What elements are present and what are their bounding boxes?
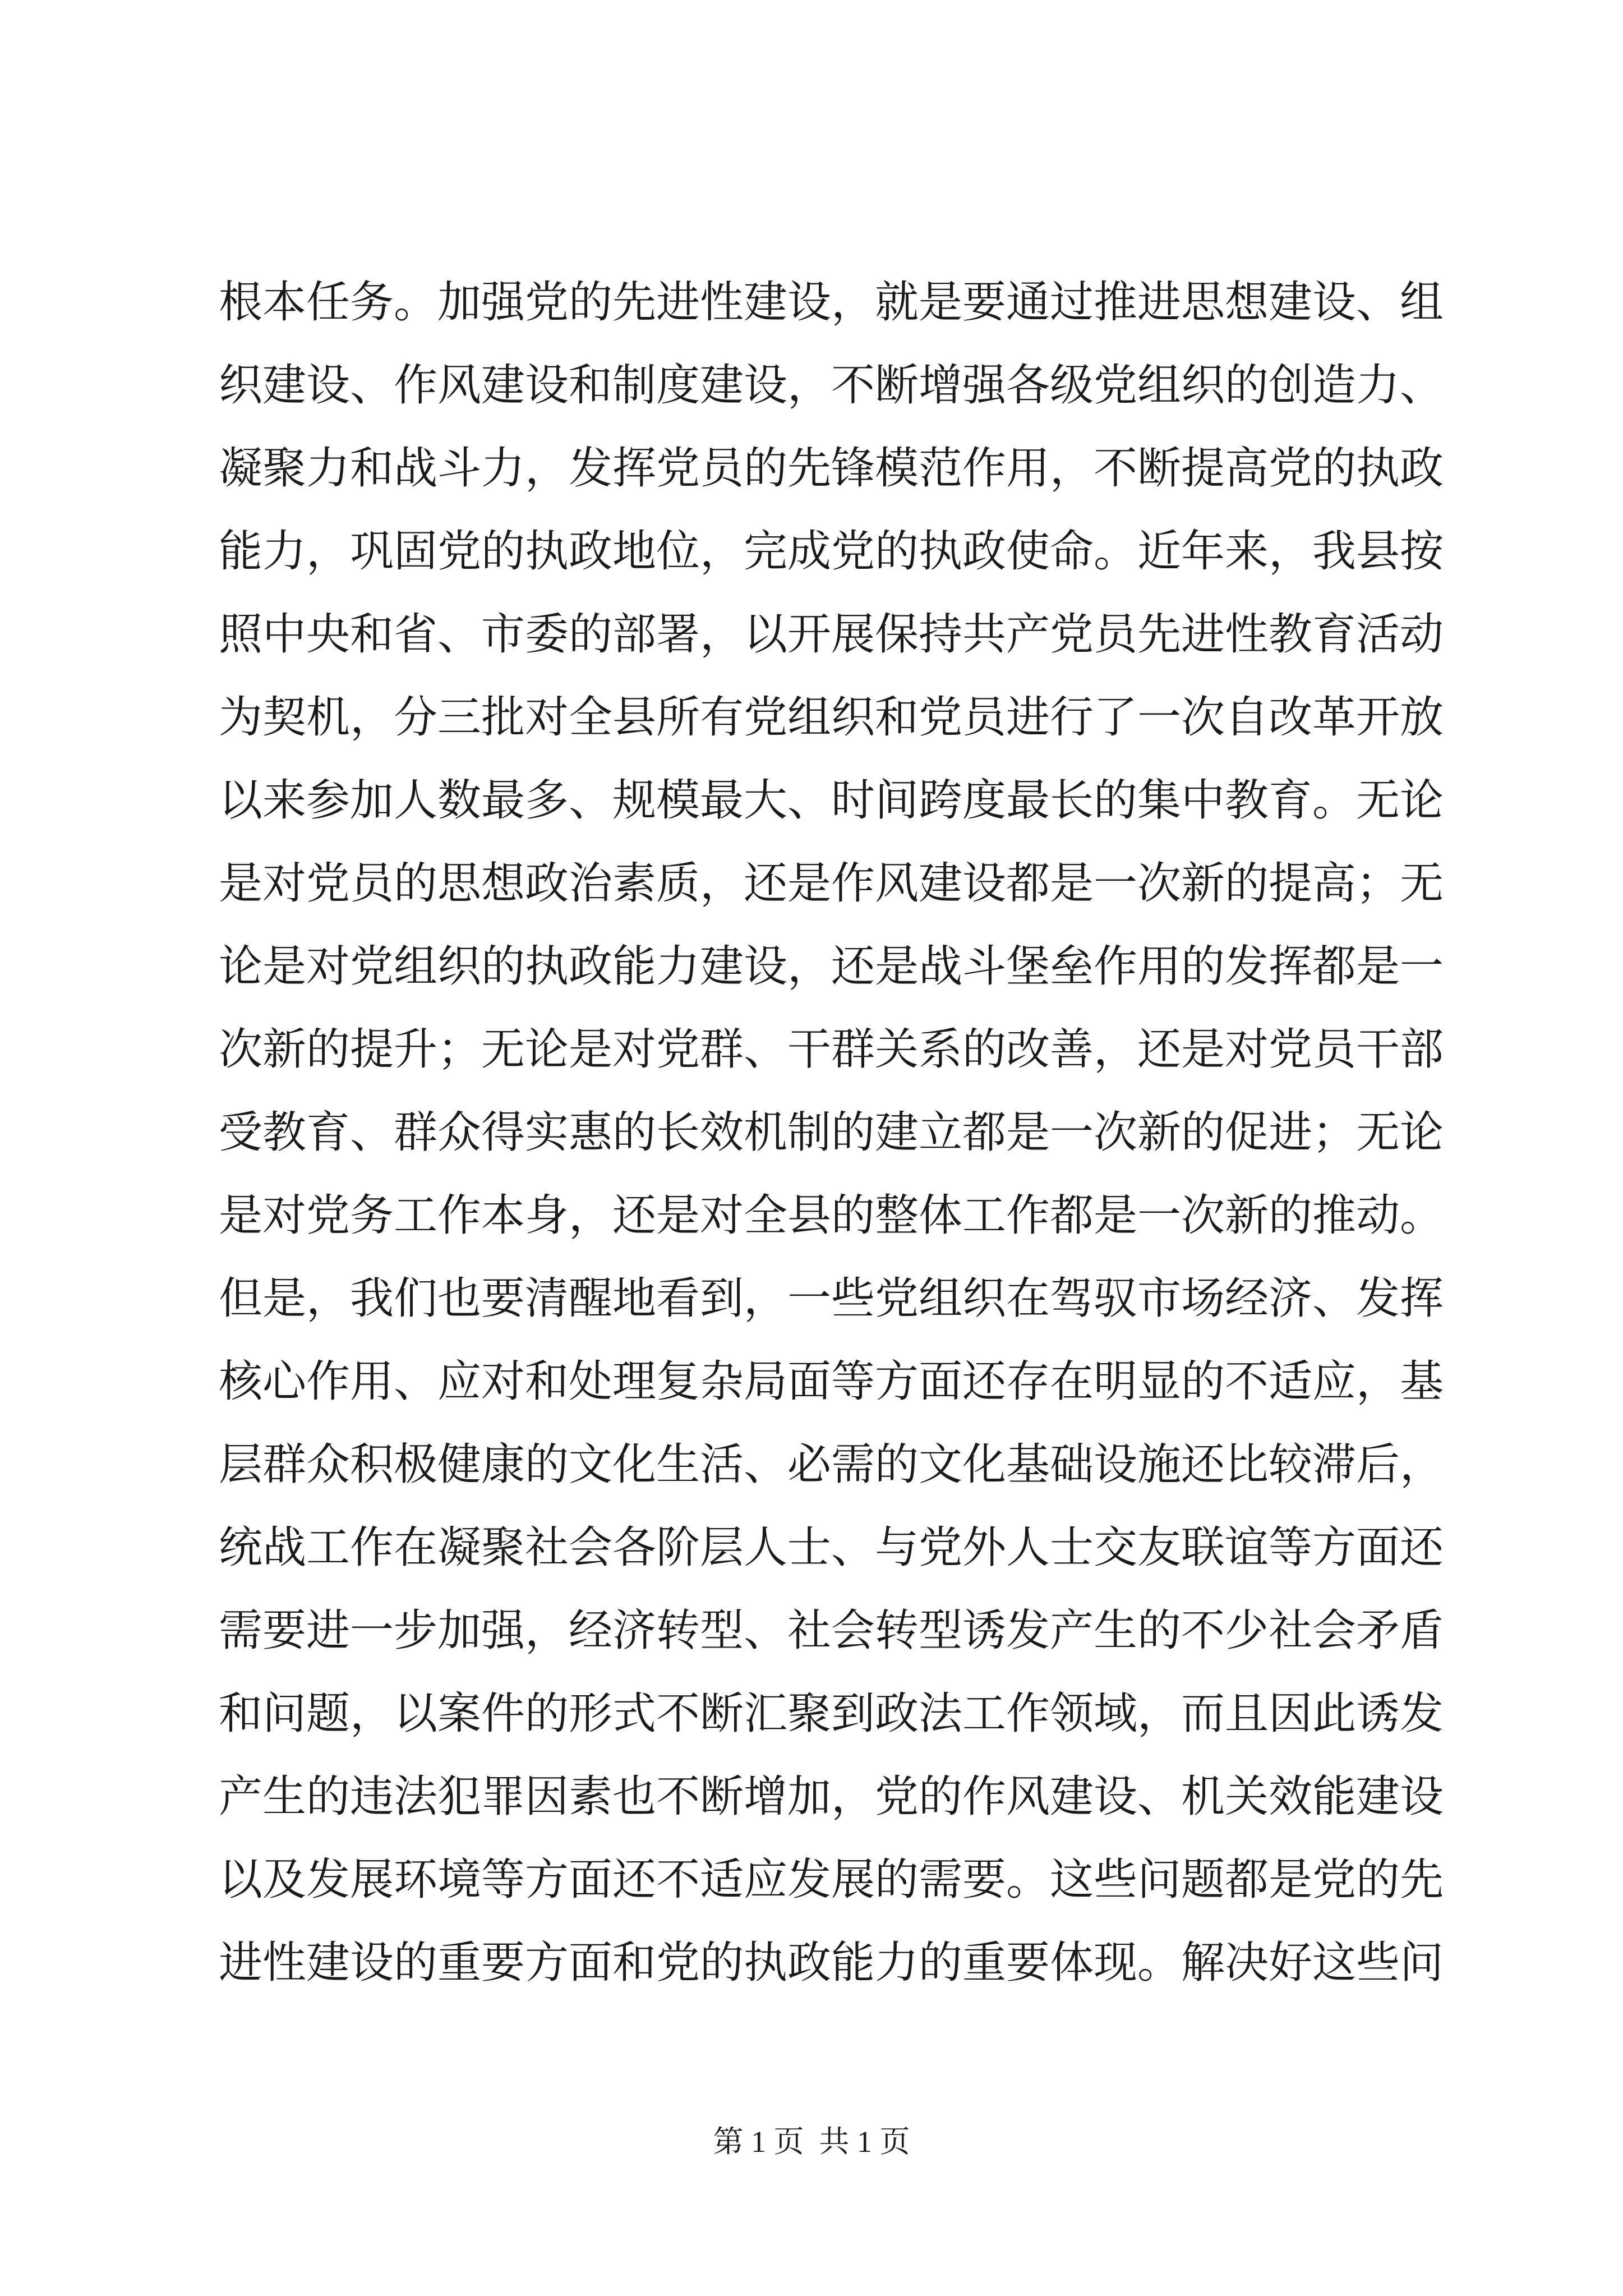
- text-line: 需要进一步加强，经济转型、社会转型诱发产生的不少社会矛盾: [219, 1605, 1444, 1656]
- text-line: 受教育、群众得实惠的长效机制的建立都是一次新的促进；无论: [219, 1107, 1444, 1158]
- text-line: 能力，巩固党的执政地位，完成党的执政使命。近年来，我县按: [219, 526, 1444, 577]
- text-line: 凝聚力和战斗力，发挥党员的先锋模范作用，不断提高党的执政: [219, 443, 1444, 494]
- text-line: 为契机，分三批对全县所有党组织和党员进行了一次自改革开放: [219, 692, 1444, 743]
- text-line: 是对党员的思想政治素质，还是作风建设都是一次新的提高；无: [219, 858, 1444, 909]
- text-line: 产生的违法犯罪因素也不断增加，党的作风建设、机关效能建设: [219, 1772, 1444, 1822]
- text-line: 根本任务。加强党的先进性建设，就是要通过推进思想建设、组: [219, 277, 1444, 328]
- text-line: 但是，我们也要清醒地看到，一些党组织在驾驭市场经济、发挥: [219, 1273, 1444, 1324]
- text-line: 以及发展环境等方面还不适应发展的需要。这些问题都是党的先: [219, 1855, 1444, 1905]
- text-line: 和问题，以案件的形式不断汇聚到政法工作领域，而且因此诱发: [219, 1688, 1444, 1739]
- text-line: 统战工作在凝聚社会各阶层人士、与党外人士交友联谊等方面还: [219, 1522, 1444, 1573]
- text-line: 次新的提升；无论是对党群、干群关系的改善，还是对党员干部: [219, 1024, 1444, 1075]
- text-line: 照中央和省、市委的部署，以开展保持共产党员先进性教育活动: [219, 609, 1444, 660]
- body-paragraph: [219, 261, 1444, 2004]
- text-line: 织建设、作风建设和制度建设，不断增强各级党组织的创造力、: [219, 360, 1444, 411]
- page-footer: 第 1 页 共 1 页: [713, 2125, 910, 2159]
- text-line: 进性建设的重要方面和党的执政能力的重要体现。解决好这些问: [219, 1938, 1444, 1988]
- text-line: 层群众积极健康的文化生活、必需的文化基础设施还比较滞后，: [219, 1439, 1444, 1490]
- text-line: 是对党务工作本身，还是对全县的整体工作都是一次新的推动。: [219, 1190, 1444, 1241]
- text-line: 论是对党组织的执政能力建设，还是战斗堡垒作用的发挥都是一: [219, 941, 1444, 992]
- text-line: 以来参加人数最多、规模最大、时间跨度最长的集中教育。无论: [219, 775, 1444, 826]
- text-line: 核心作用、应对和处理复杂局面等方面还存在明显的不适应，基: [219, 1356, 1444, 1407]
